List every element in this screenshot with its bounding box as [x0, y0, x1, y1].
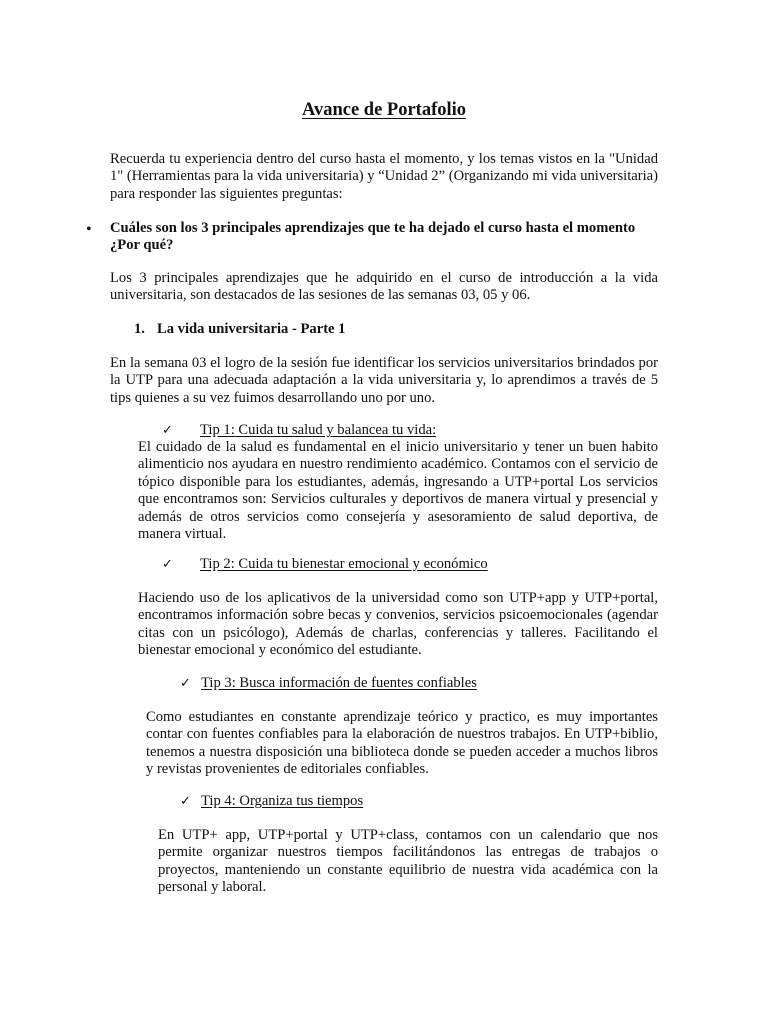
tip-label: Tip 4: Organiza tus tiempos	[201, 793, 364, 809]
tip-heading	[180, 675, 477, 692]
tip-label: Tip 1: Cuida tu salud y balancea tu vida:	[200, 422, 437, 438]
checkmark-icon: ✓	[162, 557, 173, 572]
checkmark-icon: ✓	[162, 423, 173, 438]
tip-paragraph: Haciendo uso de los aplicativos de la universidad como son UTP+app y UTP+portal, encontramos información sobre becas y convenios, servicios psicoemocionales (agendar citas con un psicólogo), Además de charlas, conferencias y talleres. Facilitando el bienestar emocional y económico del estudiante.	[138, 590, 658, 659]
tip-label: Tip 3: Busca información de fuentes confiables	[201, 675, 477, 691]
section-number: 1.	[134, 321, 145, 337]
tip-heading	[162, 556, 488, 573]
tip-paragraph: Como estudiantes en constante aprendizaje teórico y practico, es muy importantes contar con fuentes confiables para la elaboración de nuestros trabajos. En UTP+biblio, tenemos a nuestra disposición una biblioteca donde se pueden acceder a muchos libros y revistas provenientes de editoriales confiables.	[146, 709, 658, 778]
tip-label: Tip 2: Cuida tu bienestar emocional y económico	[200, 556, 488, 572]
tip-heading	[180, 793, 363, 810]
intro-paragraph: Recuerda tu experiencia dentro del curso hasta el momento, y los temas vistos en la "Unidad 1" (Herramientas para la vida universitaria) y “Unidad 2” (Organizando mi vida universitaria) para responder las siguientes preguntas:	[110, 151, 658, 202]
bullet-icon: •	[86, 221, 92, 238]
checkmark-icon: ✓	[180, 794, 191, 809]
tip-heading	[162, 422, 436, 439]
tip-paragraph: En UTP+ app, UTP+portal y UTP+class, contamos con un calendario que nos permite organizar nuestros tiempos facilitándonos las entregas de trabajos o proyectos, manteniendo un constante equilibrio de nuestra vida académica con la personal y laboral.	[158, 827, 658, 896]
week-paragraph: En la semana 03 el logro de la sesión fue identificar los servicios universitarios brindados por la UTP para una adecuada adaptación a la vida universitaria y, lo aprendimos a través de 5 tips quienes a su vez fuimos desarrollando uno por uno.	[110, 355, 658, 406]
checkmark-icon: ✓	[180, 676, 191, 691]
section-title: La vida universitaria - Parte 1	[157, 321, 346, 337]
document-title: Avance de Portafolio	[301, 100, 467, 120]
tip-paragraph: El cuidado de la salud es fundamental en el inicio universitario y tener un buen habito alimenticio nos ayudara en nuestro rendimiento académico. Contamos con el servicio de tópico disponible para los estudiantes, además, ingresando a UTP+portal Los servicios que encontramos son: Servicios culturales y deportivos de manera virtual y presencial y además de otros servicios como consejería y asesoramiento de salud deportiva, de manera virtual.	[138, 439, 658, 543]
section-heading	[134, 321, 345, 338]
question-heading: Cuáles son los 3 principales aprendizajes que te ha dejado el curso hasta el momento ¿Por qué?	[110, 220, 636, 254]
answer-intro-paragraph: Los 3 principales aprendizajes que he adquirido en el curso de introducción a la vida universitaria, son destacados de las sesiones de las semanas 03, 05 y 06.	[110, 270, 658, 304]
